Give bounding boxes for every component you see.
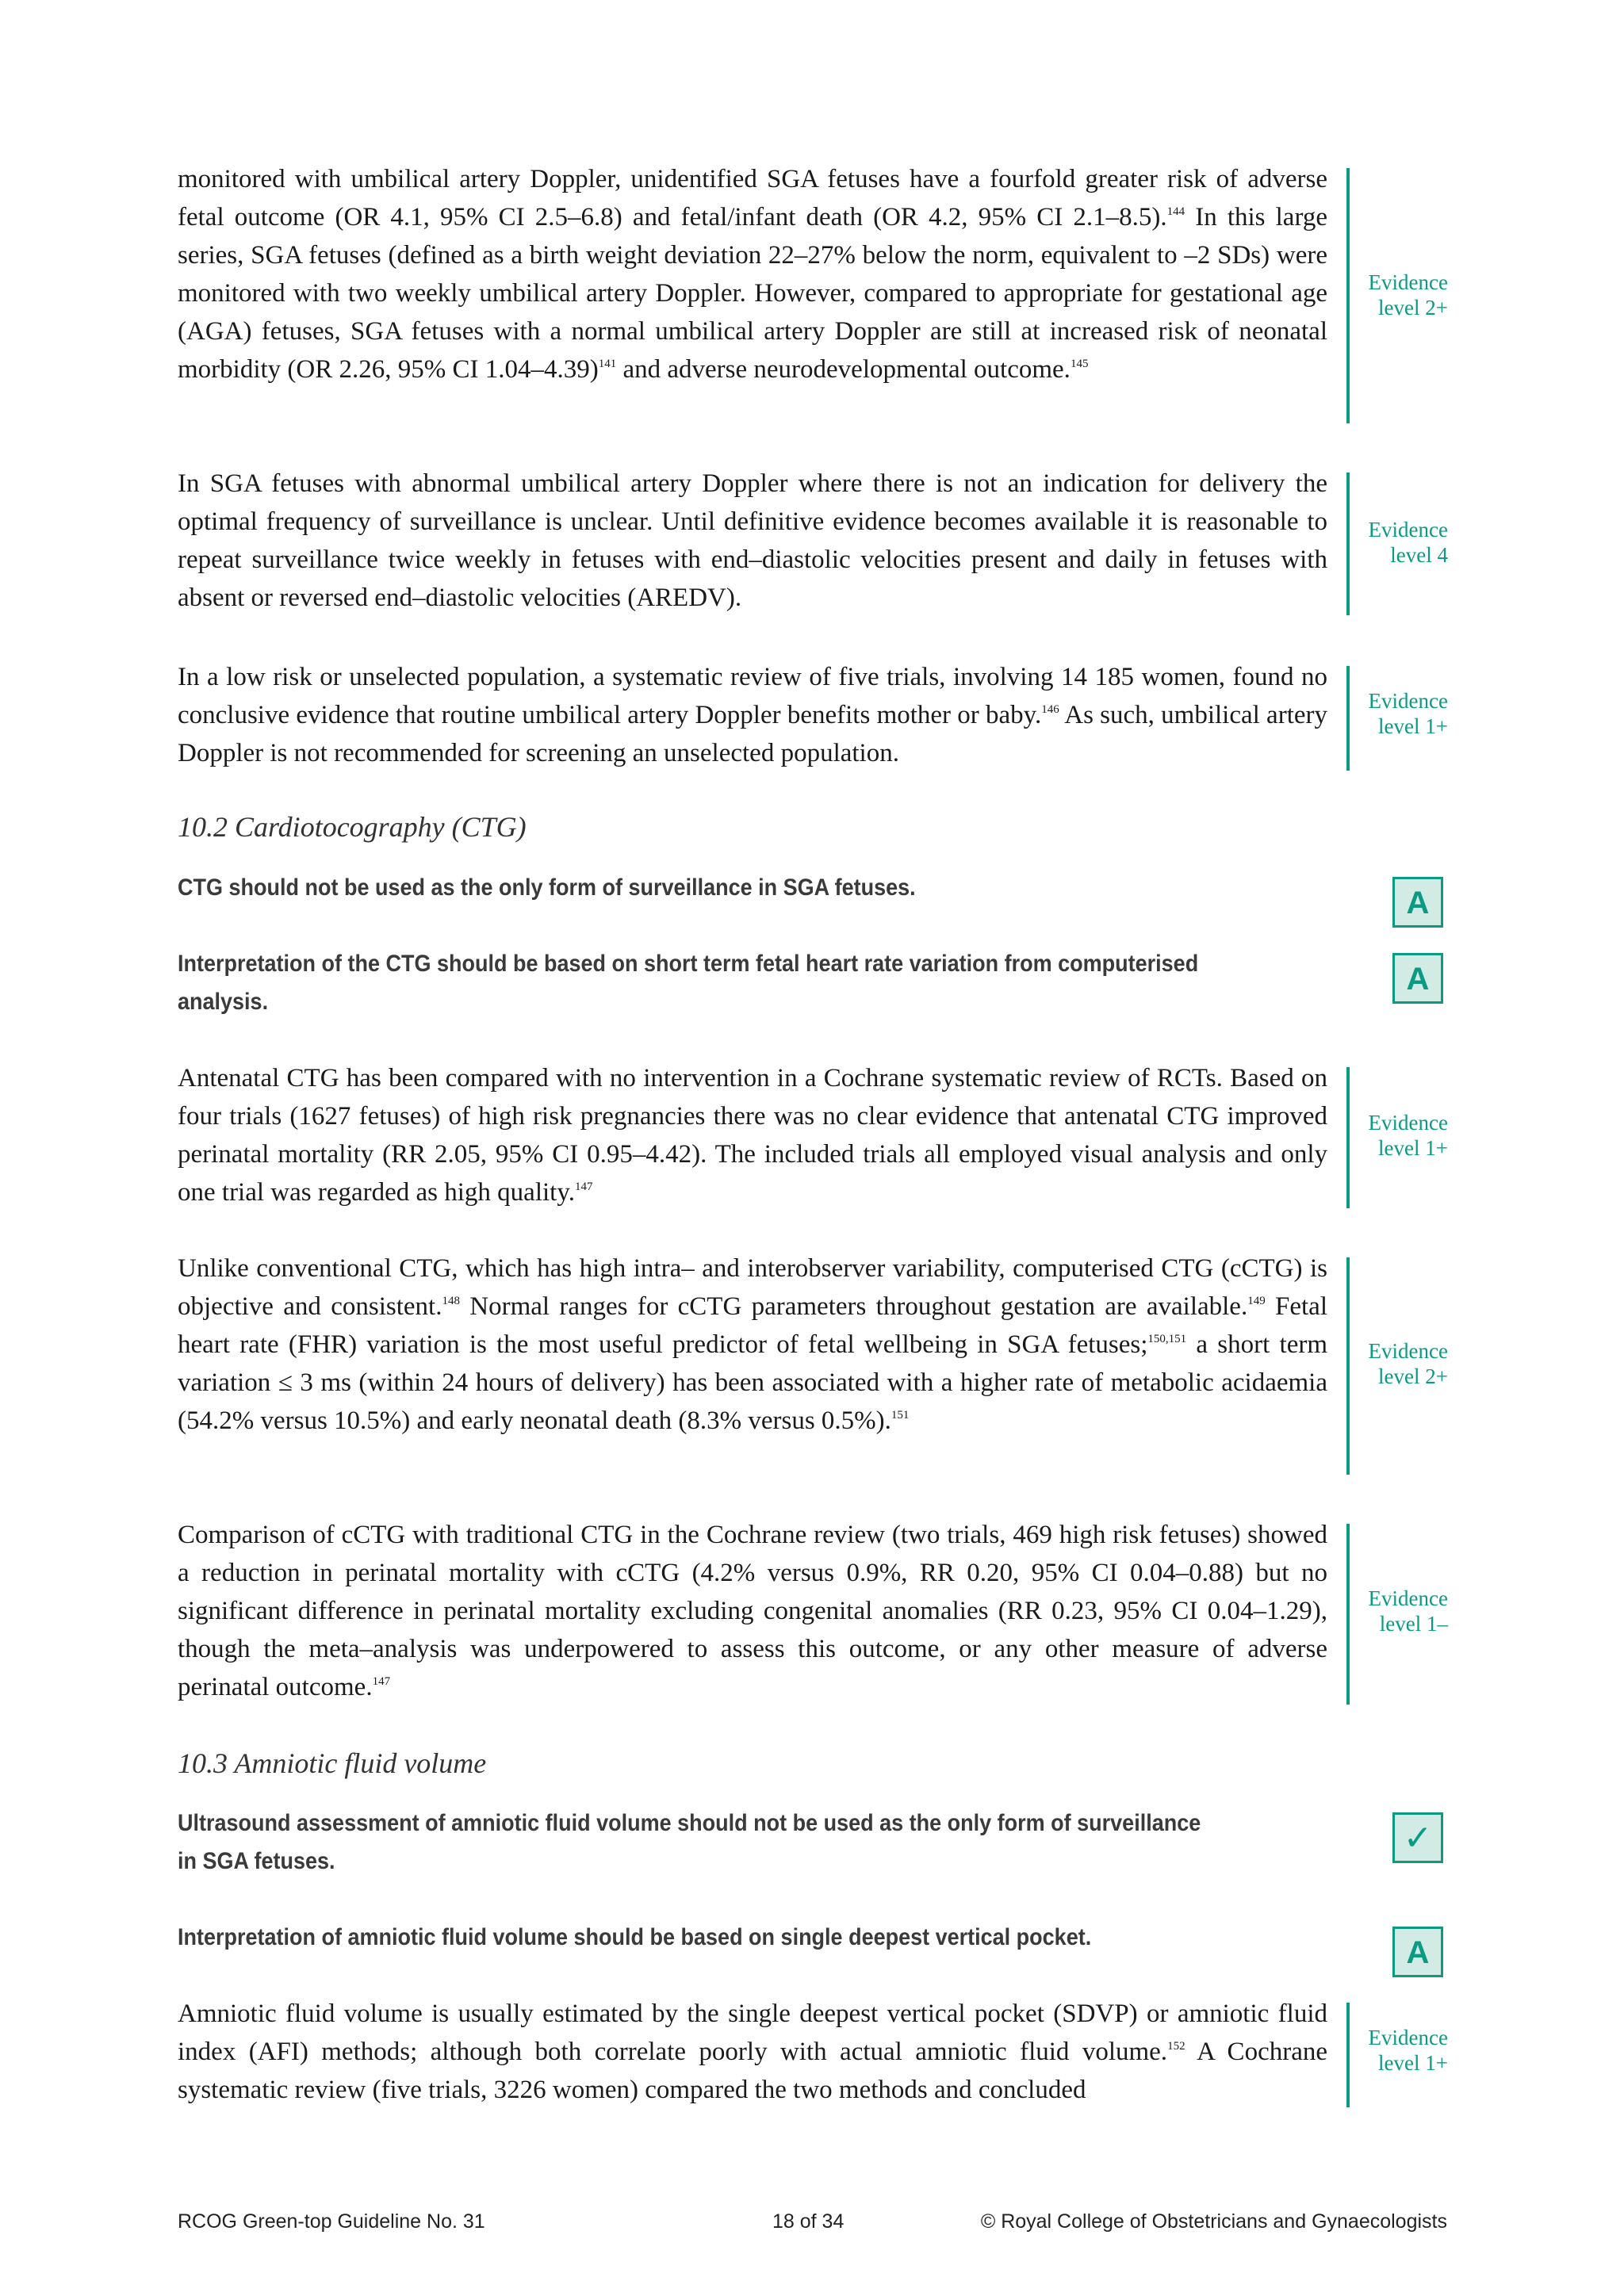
reference-marker: 145 <box>1070 358 1089 370</box>
evidence-level-label: Evidence level 1– <box>1368 1586 1448 1636</box>
reference-marker: 150,151 <box>1147 1333 1187 1345</box>
reference-marker: 148 <box>442 1295 460 1307</box>
grade-badge: A <box>1392 877 1443 928</box>
paragraph-computerised-ctg: Unlike conventional CTG, which has high intra– and interobserver variability, computerised CTG (cCTG) is objective and consistent.$^{148}$ Normal ranges for cCTG parameters throughout gestation are available.$^{149}$ Fetal heart rate (FHR) variation is the most useful predictor of fetal wellbeing in SGA fetuses;$^{150,151}$ a short term variation ≤ 3 ms (within 24 hours of delivery) has been associated with a higher rate of metabolic acidaemia (54.2% versus 10.5%) and early neonatal death (8.3% versus 0.5%).$^{151}$ <box>178 1254 1328 1435</box>
recommendation-ctg-not-only: CTG should not be used as the only form of surveillance in SGA fetuses. <box>178 874 916 901</box>
recommendation-ctg-interpretation: Interpretation of the CTG should be based on short term fetal heart rate variation from computerised analysis. <box>178 951 1199 1015</box>
grade-badge: A <box>1392 1927 1443 1977</box>
paragraph-cctg-comparison: Comparison of cCTG with traditional CTG in the Cochrane review (two trials, 469 high risk fetuses) showed a reduction in perinatal mortality with cCTG (4.2% versus 0.9%, RR 0.20, 95% CI 0.04–0.88) but no significant difference in perinatal mortality excluding congenital anomalies (RR 0.23, 95% CI 0.04–1.29), though the meta–analysis was underpowered to assess this outcome, or any other measure of adverse perinatal outcome.$^{147}$ <box>178 1521 1327 1701</box>
footer-copyright: © Royal College of Obstetricians and Gynaecologists <box>980 2210 1447 2233</box>
evidence-level-label: Evidence level 1+ <box>1368 2026 1448 2075</box>
evidence-level-label: Evidence level 1+ <box>1368 1111 1448 1160</box>
paragraph-low-risk-population: In a low risk or unselected population, a systematic review of five trials, involving 14 185 women, found no conclusive evidence that routine umbilical artery Doppler benefits mother or baby.$^{146}$ As such, umbilical artery Doppler is not recommended for screening an unselected population. <box>178 663 1327 767</box>
check-icon: ✓ <box>1392 1812 1443 1863</box>
footer-page-number: 18 of 34 <box>772 2210 845 2233</box>
evidence-level-label: Evidence level 1+ <box>1368 689 1448 738</box>
section-heading-amniotic-fluid: 10.3 Amniotic fluid volume <box>178 1747 487 1779</box>
reference-marker: 141 <box>598 358 617 370</box>
reference-marker: 147 <box>372 1675 391 1688</box>
reference-marker: 152 <box>1167 2040 1185 2053</box>
evidence-level-label: Evidence level 4 <box>1368 518 1448 567</box>
paragraph-surveillance-frequency: In SGA fetuses with abnormal umbilical artery Doppler where there is not an indication for delivery the optimal frequency of surveillance is unclear. Until definitive evidence becomes available it is reasonable to repeat surveillance twice weekly in fetuses with end–diastolic velocities present and daily in fetuses with absent or reversed end–diastolic velocities (AREDV). <box>178 469 1327 612</box>
recommendation-afv-not-only: Ultrasound assessment of amniotic fluid volume should not be used as the only form of surveillance in SGA fetuses. <box>178 1810 1201 1874</box>
section-heading-ctg: 10.2 Cardiotocography (CTG) <box>178 811 527 843</box>
reference-marker: 151 <box>891 1409 910 1422</box>
paragraph-amniotic-fluid-estimation: Amniotic fluid volume is usually estimated by the single deepest vertical pocket (SDVP) or amniotic fluid index (AFI) methods; although both correlate poorly with actual amniotic fluid volume.$^{152}$ A Cochrane systematic review (five trials, 3226 women) compared the two methods and concluded <box>178 1999 1327 2104</box>
recommendation-afv-interpretation: Interpretation of amniotic fluid volume should be based on single deepest vertical pocket. <box>178 1924 1092 1950</box>
evidence-level-label: Evidence level 2+ <box>1368 270 1448 320</box>
reference-marker: 149 <box>1247 1295 1266 1307</box>
reference-marker: 144 <box>1166 205 1185 218</box>
footer-guideline-title: RCOG Green-top Guideline No. 31 <box>178 2210 485 2233</box>
grade-badge: A <box>1392 953 1443 1004</box>
paragraph-doppler-risk: monitored with umbilical artery Doppler, unidentified SGA fetuses have a fourfold greater risk of adverse fetal outcome (OR 4.1, 95% CI 2.5–6.8) and fetal/infant death (OR 4.2, 95% CI 2.1–8.5).$^{144}$ In this large series, SGA fetuses (defined as a birth weight deviation 22–27% below the norm, equivalent to –2 SDs) were monitored with two weekly umbilical artery Doppler. However, compared to appropriate for gestational age (AGA) fetuses, SGA fetuses with a normal umbilical artery Doppler are still at increased risk of neonatal morbidity (OR 2.26, 95% CI 1.04–4.39)$^{141}$ and adverse neurodevelopmental outcome.$^{145}$ <box>178 165 1327 384</box>
reference-marker: 146 <box>1041 703 1059 716</box>
reference-marker: 147 <box>574 1181 593 1193</box>
paragraph-antenatal-ctg: Antenatal CTG has been compared with no intervention in a Cochrane systematic review of RCTs. Based on four trials (1627 fetuses) of high risk pregnancies there was no clear evidence that antenatal CTG improved perinatal mortality (RR 2.05, 95% CI 0.95–4.42). The included trials all employed visual analysis and only one trial was regarded as high quality.$^{147}$ <box>178 1064 1327 1207</box>
evidence-level-label: Evidence level 2+ <box>1368 1339 1448 1388</box>
